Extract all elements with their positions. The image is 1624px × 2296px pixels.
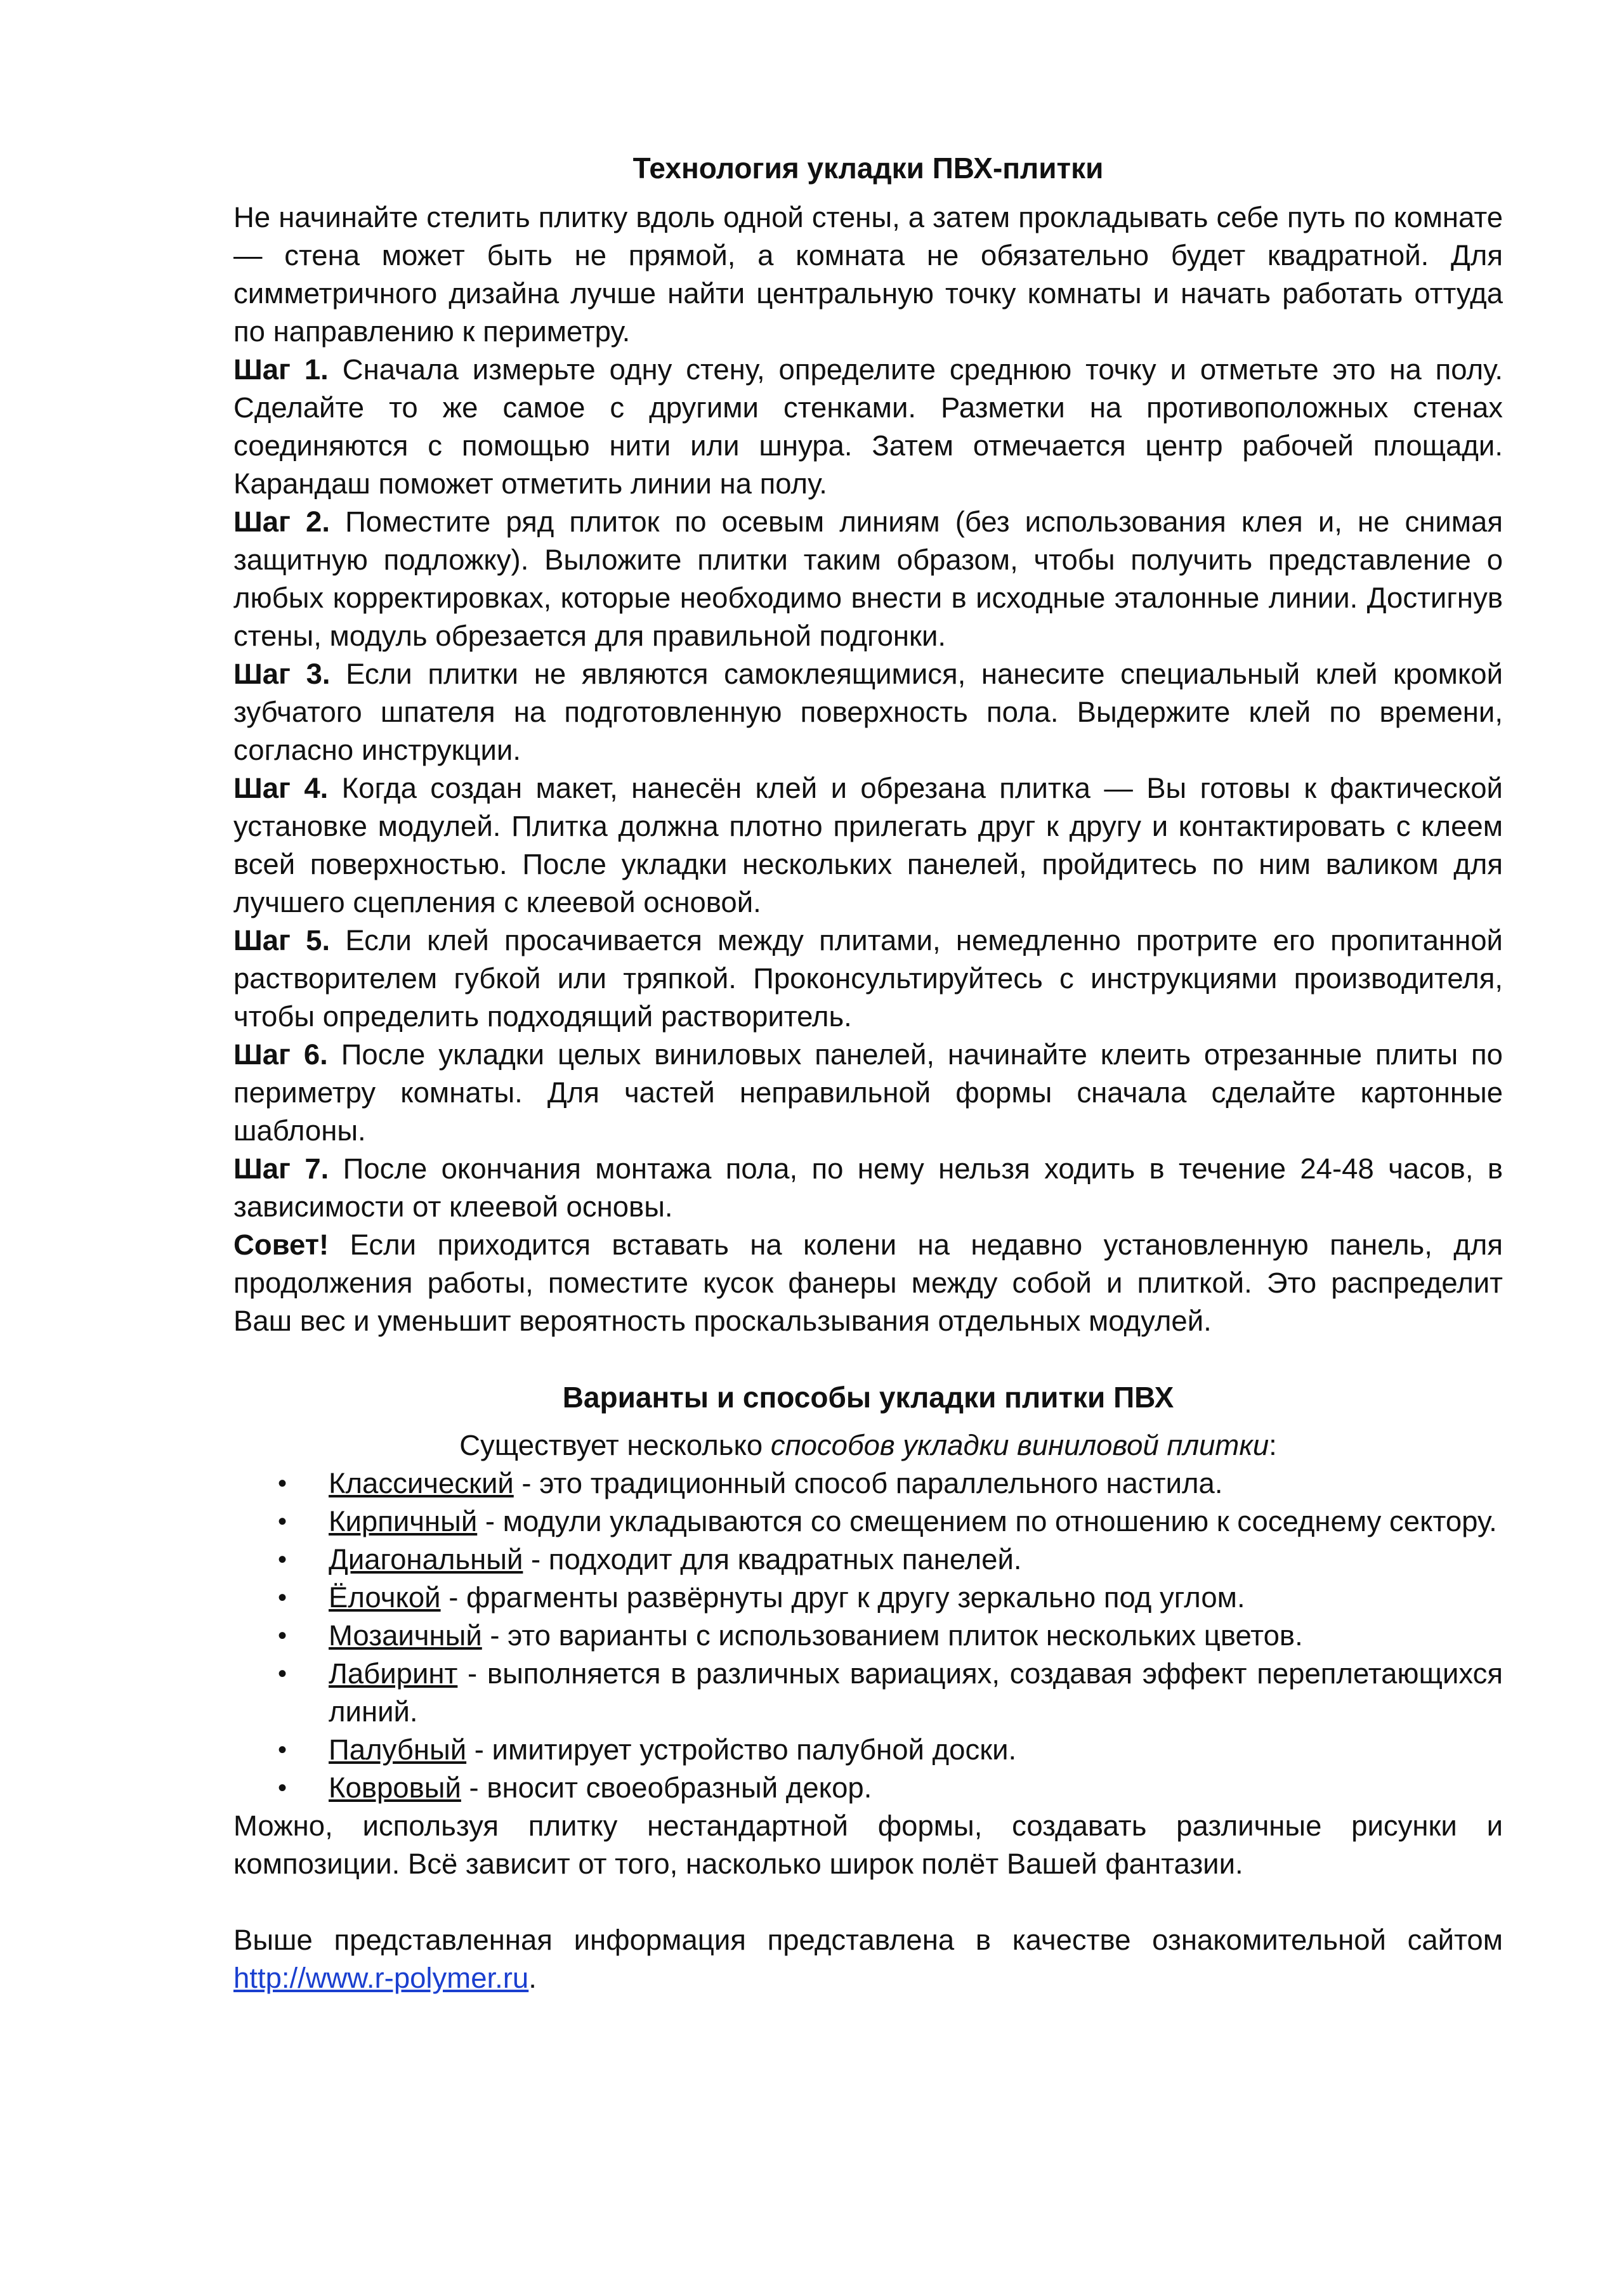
method-text: - подходит для квадратных панелей. (523, 1543, 1022, 1575)
intro-paragraph: Не начинайте стелить плитку вдоль одной стены, а затем прокладывать себе путь по комнате — стена может быть не прямой, а комната не обязательно будет квадратной. Для симметричного дизайна лучше найти центральную точку комнаты и начать работать оттуда по направлению к периметру. (233, 201, 1503, 348)
method-text: - это традиционный способ параллельного настила. (513, 1467, 1223, 1499)
methods-intro-before: Существует несколько (459, 1429, 771, 1461)
list-item (329, 1655, 1503, 1731)
step-text: После укладки целых виниловых панелей, начинайте клеить отрезанные плиты по периметру комнаты. Для частей неправильной формы сначала сделайте картонные шаблоны. (233, 1038, 1503, 1147)
step-paragraph (233, 351, 1503, 503)
step-paragraph (233, 503, 1503, 655)
step-paragraph (233, 655, 1503, 769)
method-term: Ковровый (329, 1771, 461, 1804)
method-text: - модули укладываются со смещением по отношению к соседнему сектору. (477, 1505, 1497, 1537)
methods-intro (233, 1426, 1503, 1464)
closing-spacer (233, 1883, 1503, 1921)
step-paragraph (233, 922, 1503, 1036)
step-label: Шаг 6. (233, 1038, 328, 1071)
method-term: Кирпичный (329, 1505, 478, 1537)
methods-intro-italic: способов укладки виниловой плитки (770, 1429, 1269, 1461)
closing-paragraph: Можно, используя плитку нестандартной формы, создавать различные рисунки и композиции. Всё зависит от того, насколько широк полёт Вашей фантазии. (233, 1810, 1503, 1880)
method-text: - имитирует устройство палубной доски. (466, 1733, 1017, 1766)
list-item (329, 1617, 1503, 1655)
step-text: Поместите ряд плиток по осевым линиям (без использования клея и, не снимая защитную подложку). Выложите плитки таким образом, чтобы получить представление о любых корректировках, которые необходимо внести в исходные эталонные линии. Достигнув стены, модуль обрезается для правильной подгонки. (233, 506, 1503, 652)
list-item (329, 1579, 1503, 1617)
step-text: После окончания монтажа пола, по нему нельзя ходить в течение 24-48 часов, в зависимости от клеевой основы. (233, 1152, 1503, 1223)
tip-paragraph (233, 1226, 1503, 1340)
tip-text: Если приходится вставать на колени на недавно установленную панель, для продолжения работы, поместите кусок фанеры между собой и плиткой. Это распределит Ваш вес и уменьшит вероятность проскальзывания отдельных модулей. (233, 1229, 1503, 1337)
method-term: Диагональный (329, 1543, 523, 1575)
step-label: Шаг 7. (233, 1152, 329, 1185)
list-item (329, 1503, 1503, 1541)
list-item (329, 1464, 1503, 1503)
step-label: Шаг 3. (233, 658, 331, 690)
document-page (233, 149, 1503, 1997)
step-paragraph (233, 1036, 1503, 1150)
source-end: . (528, 1962, 537, 1994)
steps-list (233, 351, 1503, 1340)
step-text: Сначала измерьте одну стену, определите среднюю точку и отметьте это на полу. Сделайте то же самое с другими стенками. Разметки на противоположных стенах соединяются с помощью нити или шнура. Затем отмечается центр рабочей площади. Карандаш поможет отметить линии на полу. (233, 353, 1503, 500)
method-text: - фрагменты развёрнуты друг к другу зеркально под углом. (440, 1581, 1245, 1614)
method-term: Лабиринт (329, 1657, 458, 1690)
step-label: Шаг 4. (233, 772, 329, 804)
method-term: Ёлочкой (329, 1581, 441, 1614)
step-text: Если плитки не являются самоклеящимися, нанесите специальный клей кромкой зубчатого шпателя на подготовленную поверхность пола. Выдержите клей по времени, согласно инструкции. (233, 658, 1503, 766)
method-term: Классический (329, 1467, 514, 1499)
method-text: - это варианты с использованием плиток нескольких цветов. (481, 1619, 1303, 1652)
method-term: Палубный (329, 1733, 467, 1766)
step-label: Шаг 5. (233, 924, 331, 956)
step-paragraph (233, 1150, 1503, 1226)
step-label: Шаг 1. (233, 353, 329, 386)
list-item (329, 1769, 1503, 1807)
source-link[interactable]: http://www.r-polymer.ru (233, 1962, 529, 1994)
section-title: Варианты и способы укладки плитки ПВХ (562, 1381, 1174, 1414)
method-term: Мозаичный (329, 1619, 482, 1652)
step-paragraph (233, 769, 1503, 922)
tip-label: Совет! (233, 1229, 329, 1261)
method-text: - вносит своеобразный декор. (461, 1771, 872, 1804)
methods-intro-after: : (1269, 1429, 1277, 1461)
document-title: Технология укладки ПВХ-плитки (632, 152, 1104, 185)
list-item (329, 1731, 1503, 1769)
source-paragraph (233, 1921, 1503, 1997)
step-text: Когда создан макет, нанесён клей и обрезана плитка — Вы готовы к фактической установке модулей. Плитка должна плотно прилегать друг к другу и контактировать с клеем всей поверхностью. После укладки нескольких панелей, пройдитесь по ним валиком для лучшего сцепления с клеевой основой. (233, 772, 1503, 918)
method-text: - выполняется в различных вариациях, создавая эффект переплетающихся линий. (329, 1657, 1503, 1728)
list-item (329, 1541, 1503, 1579)
step-text: Если клей просачивается между плитами, немедленно протрите его пропитанной растворителем губкой или тряпкой. Проконсультируйтесь с инструкциями производителя, чтобы определить подходящий растворитель. (233, 924, 1503, 1033)
source-text: Выше представленная информация представлена в качестве ознакомительной сайтом (233, 1924, 1503, 1956)
section-spacer (233, 1340, 1503, 1378)
step-label: Шаг 2. (233, 506, 330, 538)
methods-list (233, 1464, 1503, 1807)
